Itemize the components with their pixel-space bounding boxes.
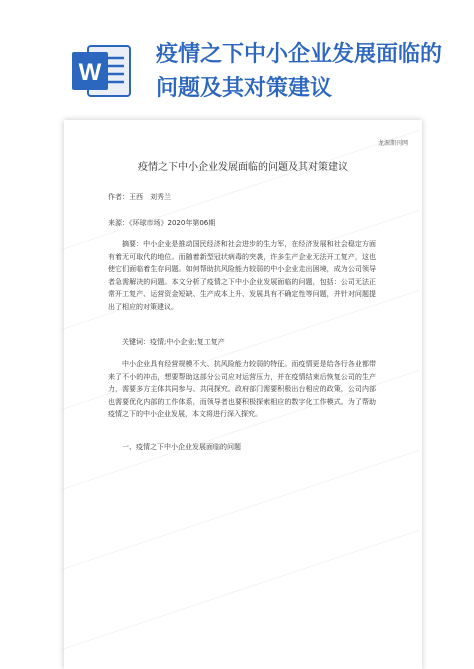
keywords-line: 关键词：疫情;中小企业;复工复产 [122,338,225,346]
abstract-paragraph: 摘要：中小企业是推动国民经济和社会进步的生力军，在经济发展和社会稳定方面有着无可取代的地位。而随着新型冠状病毒的突袭，许多生产企业无法开工复产，这也使它们面临着生存问题。如何帮助抗风险能力较弱的中小企业走出困境，成为公司领导者急需解决的问题。本文分析了疫情之下中小企业发展面临的问题，包括：公司无法正常开工复产、运营资金短缺、生产成本上升、发展具有不确定性等问题，并针对问题提出了相应的对策建议。 [108,240,376,311]
intro-paragraph: 中小企业具有经营规模不大、抗风险能力较弱的特征。而疫情更是给各行各业都带来了不小的冲击，想要帮助这部分公司应对运营压力，并在疫情结束后恢复公司的生产力，需要多方主体共同参与、共同探究。政府部门需要积极出台相应的政策，公司内部也需要优化内部的工作体系，而领导者也要积极探索相应的数字化工作模式。为了帮助疫情之下的中小企业发展，本文将进行深入探究。 [108,360,376,419]
source-tag: 龙源期刊网 [377,140,408,147]
word-icon-letter: W [78,59,102,86]
word-icon [70,40,134,102]
authors-line: 作者：王西 刘秀兰 [108,193,171,201]
document-title: 疫情之下中小企业发展面临的问题及其对策建议 [138,162,348,173]
banner [0,0,474,118]
document-page [64,120,422,669]
source-line: 来源：《环球市场》2020年第06期 [108,219,216,227]
headline-line-2: 问题及其对策建议 [156,76,333,101]
headline-line-1: 疫情之下中小企业发展面临的 [156,42,443,67]
section-heading: 一、疫情之下中小企业发展面临的问题 [122,443,241,451]
page-headline [156,38,456,106]
